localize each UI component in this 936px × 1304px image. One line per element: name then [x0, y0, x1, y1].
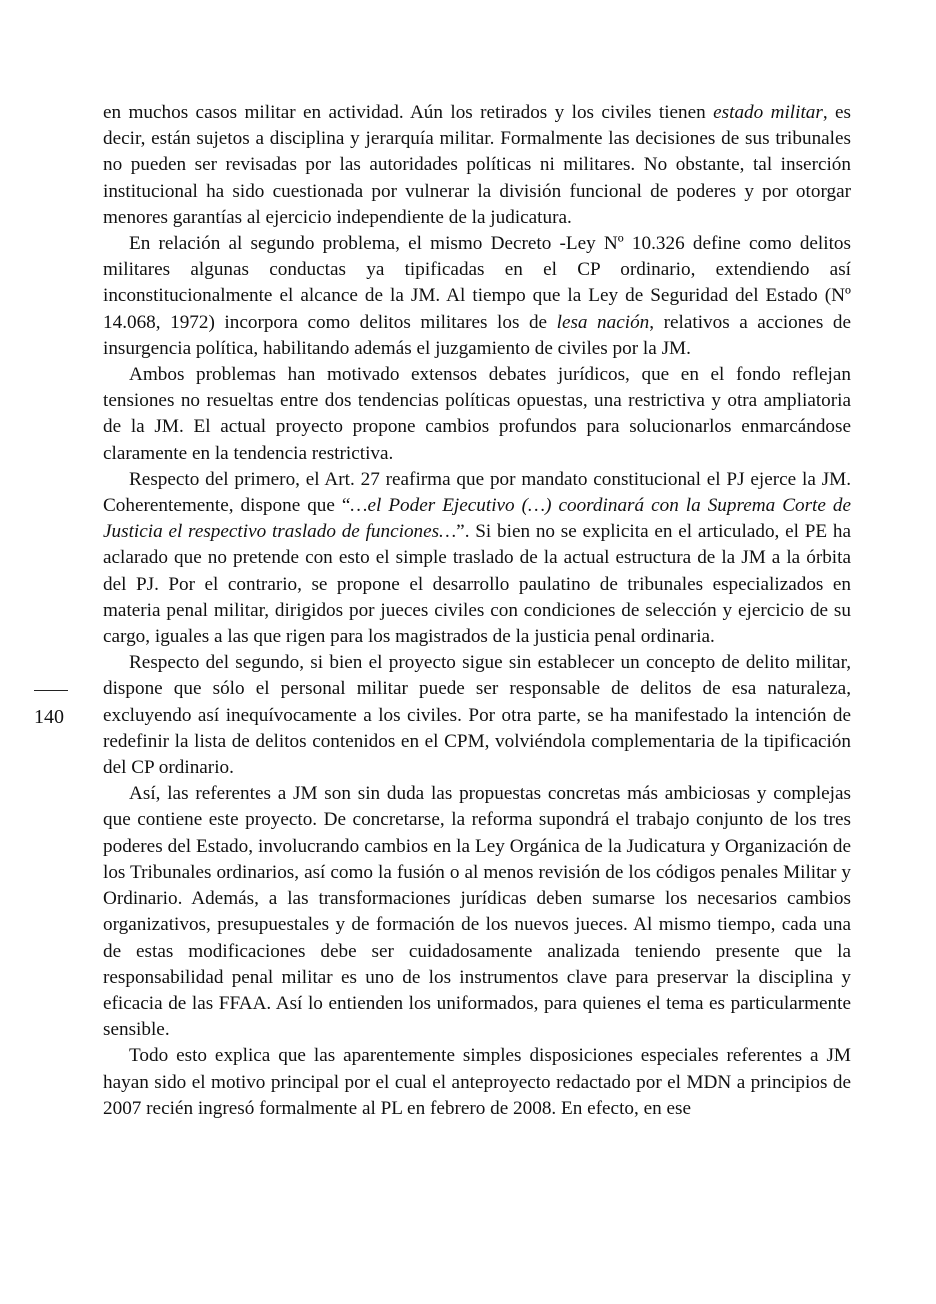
- italic-text: …el Poder Ejecutivo (…) coordinará con la Suprema Corte de Justicia el respectivo traslado de funciones…: [103, 495, 852, 543]
- paragraph: [103, 231, 851, 362]
- text-run: Respecto del segundo, si bien el proyecto sigue sin establecer un concepto de delito militar, dispone que sólo el personal militar puede ser responsable de delitos de esa naturaleza, excluyendo así inequívocamente a los civiles. Por otra parte, se ha manifestado la intención de redefinir la lista de delitos contenidos en el CPM, volviéndola complementaria de la tipificación del CP ordinario.: [103, 652, 851, 779]
- page-number-rule: [34, 690, 68, 691]
- paragraph: [103, 362, 851, 467]
- italic-text: estado militar: [713, 102, 823, 123]
- text-run: en muchos casos militar en actividad. Aún los retirados y los civiles tienen: [103, 102, 714, 123]
- paragraph: [103, 1043, 851, 1122]
- italic-text: lesa nación: [556, 311, 650, 333]
- text-run: Ambos problemas han motivado extensos debates jurídicos, que en el fondo reflejan tensiones no resueltas entre dos tendencias políticas opuestas, una restrictiva y otra ampliatoria de la JM. El actual proyecto propone cambios profundos para solucionarlos enmarcándose claramente en la tendencia restrictiva.: [103, 364, 851, 464]
- text-run: ”. Si bien no se explicita en el articulado, el PE ha aclarado que no pretende con esto el simple traslado de la actual estructura de la JM a la órbita del PJ. Por el contrario, se propone el desarrollo paulatino de tribunales especializados en materia penal militar, dirigidos por jueces civiles con condiciones de selección y ejercicio de su cargo, iguales a las que rigen para los magistrados de la justicia penal ordinaria.: [103, 521, 851, 648]
- text-run: , es decir, están sujetos a disciplina y jerarquía militar. Formalmente las decisiones de sus tribunales no pueden ser revisadas por las autoridades políticas ni militares. No obstante, tal inserción institucional ha sido cuestionada por vulnerar la división funcional de poderes y por otorgar menores garantías al ejercicio independiente de la judicatura.: [103, 102, 852, 228]
- paragraph: [103, 467, 851, 650]
- body-text: [103, 100, 851, 1122]
- text-run: Respecto del primero, el Art. 27 reafirma que por mandato constitucional el PJ ejerce la JM. Coherentemente, dispone que “: [103, 468, 851, 517]
- page-number: 140: [34, 706, 64, 728]
- text-run: , relativos a acciones de insurgencia política, habilitando además el juzgamiento de civiles por la JM.: [103, 311, 851, 359]
- paragraph: [103, 781, 851, 1043]
- paragraph: [103, 100, 851, 231]
- text-run: Así, las referentes a JM son sin duda las propuestas concretas más ambiciosas y complejas que contiene este proyecto. De concretarse, la reforma supondrá el trabajo conjunto de los tres poderes del Estado, involucrando cambios en la Ley Orgánica de la Judicatura y Organización de los Tribunales ordinarios, así como la fusión o al menos revisión de los códigos penales Militar y Ordinario. Además, a las transformaciones jurídicas deben sumarse los necesarios cambios organizativos, presupuestales y de formación de los nuevos jueces. Al mismo tiempo, cada una de estas modificaciones debe ser cuidadosamente analizada teniendo presente que la responsabilidad penal militar es uno de los instrumentos clave para preservar la disciplina y eficacia de las FFAA. Así lo entienden los uniformados, para quienes el tema es particularmente sensible.: [103, 783, 851, 1041]
- paragraph: [103, 650, 851, 781]
- text-run: En relación al segundo problema, el mismo Decreto -Ley Nº 10.326 define como delitos militares algunas conductas ya tipificadas en el CP ordinario, extendiendo así inconstitucionalmente el alcance de la JM. Al tiempo que la Ley de Seguridad del Estado (Nº 14.068, 1972) incorpora como delitos militares los de: [103, 233, 851, 333]
- text-run: Todo esto explica que las aparentemente simples disposiciones especiales referentes a JM hayan sido el motivo principal por el cual el anteproyecto redactado por el MDN a principios de 2007 recién ingresó formalmente al PL en febrero de 2008. En efecto, en ese: [103, 1045, 851, 1119]
